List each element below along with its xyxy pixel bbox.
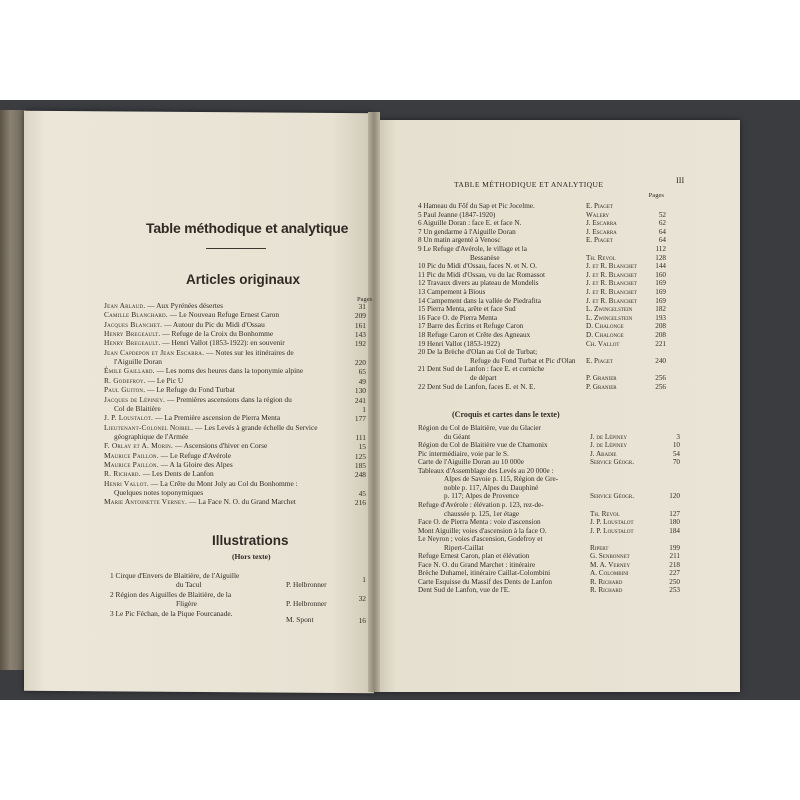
plate-title: 18 Refuge Caron et Crête des Agneaux xyxy=(418,331,531,339)
article-title: — Aux Pyrénées désertes xyxy=(145,301,223,310)
plate-author: J. Escarra xyxy=(586,219,617,228)
croquis-author: Service Géogr. xyxy=(590,458,635,467)
illustration-author: M. Spont xyxy=(286,615,314,624)
article-title: l'Aiguille Doran xyxy=(114,357,162,367)
plate-author: D. Chalonge xyxy=(586,322,624,331)
article-line xyxy=(104,377,183,385)
article-author: Maurice Paillon. xyxy=(104,459,159,469)
plate-title: Refuge du Fond Turbat et Pic d'Olan xyxy=(470,356,576,365)
article-page: 65 xyxy=(358,367,366,377)
plate-author: J. et R. Blanchet xyxy=(586,296,637,305)
plate-page: 64 xyxy=(658,227,666,236)
croquis-page: 180 xyxy=(669,518,680,527)
plate-page: 160 xyxy=(655,270,666,279)
plate-page: 193 xyxy=(655,313,666,322)
plate-title: 15 Pierra Menta, arête et face Sud xyxy=(418,305,516,314)
article-author: Lieutenant-Colonel Noirel. xyxy=(104,422,194,432)
right-pages-label: Pages xyxy=(648,192,664,199)
croquis-page: 218 xyxy=(669,560,680,569)
article-author: Jacques de Lépiney. xyxy=(104,394,166,404)
article-title: — Le Pic U xyxy=(145,375,184,385)
article-line xyxy=(104,470,214,478)
illustration-author: P. Helbronner xyxy=(286,599,327,608)
plate-page: 240 xyxy=(655,356,666,365)
croquis-title: p. 117; Alpes de Provence xyxy=(444,492,519,501)
running-head: TABLE MÉTHODIQUE ET ANALYTIQUE xyxy=(454,180,604,189)
plate-title: 19 Henri Vallot (1853-1922) xyxy=(418,339,500,348)
article-author: Marie Antoinette Verney. xyxy=(104,497,188,507)
article-page: 1 xyxy=(362,404,366,414)
plate-author: E. Piaget xyxy=(586,356,613,365)
article-page: 111 xyxy=(355,432,366,442)
plate-title: 4 Hameau du Fôf du Sap et Pic Jocelme. xyxy=(418,202,535,210)
croquis-page: 70 xyxy=(672,458,680,467)
croquis-page: 3 xyxy=(676,432,680,441)
plate-author: J. et R. Blanchet xyxy=(586,270,637,279)
croquis-title: Le Neyron ; voies d'ascension, Godefroy et xyxy=(418,535,543,544)
plate-title: 17 Barre des Écrins et Refuge Caron xyxy=(418,322,524,331)
article-page: 15 xyxy=(358,442,366,452)
plate-page: 221 xyxy=(655,339,666,348)
croquis-author: J. Abadie xyxy=(590,449,617,458)
plate-title: Bessanèse xyxy=(470,253,500,262)
article-title: — Ascensions d'hiver en Corse xyxy=(172,441,268,451)
croquis-title: Tableaux d'Assemblage des Levés au 20 000e : xyxy=(418,466,554,475)
article-page: 216 xyxy=(354,498,366,508)
illustration-title-cont: du Tacul xyxy=(176,580,202,589)
article-page: 49 xyxy=(358,376,366,386)
croquis-author: Ripert xyxy=(590,543,609,552)
croquis-title: chaussée p. 125, 1er étage xyxy=(444,509,520,518)
croquis-author: A. Colombini xyxy=(590,569,629,578)
croquis-title: Ripert-Caillat xyxy=(444,543,484,552)
croquis-page: 227 xyxy=(669,569,680,578)
plate-author: J. Escarra xyxy=(586,227,617,236)
plate-author: J. et R. Blanchet xyxy=(586,279,637,288)
illustration-author: P. Helbronner xyxy=(286,580,327,589)
illustration-page: 32 xyxy=(358,594,366,603)
croquis-title: Face N. O. du Grand Marchet : itinéraire xyxy=(418,560,536,569)
article-author: J. P. Loustalot. xyxy=(104,413,154,423)
plate-page: 52 xyxy=(658,210,666,219)
illustration-title: 3 Le Pic Féchan, de la Pique Fourcanade. xyxy=(110,609,233,618)
page-number: III xyxy=(676,176,685,185)
croquis-title: Brèche Duhamel, itinéraire Caillat-Colombini xyxy=(418,569,551,578)
plate-title: 5 Paul Jeanne (1847-1920) xyxy=(418,210,496,219)
article-line xyxy=(104,302,223,310)
croquis-page: 54 xyxy=(672,449,680,458)
article-title: — A la Gloire des Alpes xyxy=(158,459,233,469)
article-page: 248 xyxy=(354,470,366,480)
plate-title: 8 Un matin argenté à Venosc xyxy=(418,236,501,245)
illustration-page: 16 xyxy=(358,616,366,625)
article-page: 143 xyxy=(354,330,366,340)
croquis-author: R. Richard xyxy=(590,586,623,595)
illustration-title-cont: Fligère xyxy=(176,599,197,608)
croquis-author: J. P. Loustalot xyxy=(590,518,634,527)
article-page: 241 xyxy=(354,395,366,405)
plate-author: E. Piaget xyxy=(586,202,613,210)
article-page: 130 xyxy=(354,386,366,396)
article-author: Émile Gaillard. xyxy=(104,366,155,376)
croquis-author: M. A. Verney xyxy=(590,560,631,569)
croquis-page: 127 xyxy=(669,509,680,518)
plate-author: J. et R. Blanchet xyxy=(586,288,637,296)
plate-title: 13 Campement à Bious xyxy=(418,288,486,296)
article-title: — La Face N. O. du Grand Marchet xyxy=(187,497,296,507)
article-author: Henri Vallot. xyxy=(104,478,149,488)
plate-author: E. Piaget xyxy=(586,236,613,245)
plate-author: J. et R. Blanchet xyxy=(586,262,637,271)
croquis-author: J. de Lépiney xyxy=(590,441,628,450)
article-title: géographique de l'Armée xyxy=(114,431,189,441)
article-line xyxy=(104,339,285,347)
plate-page: 256 xyxy=(655,374,666,382)
plate-title: 22 Dent Sud de Lanfon, faces E. et N. E. xyxy=(418,382,536,391)
plate-page: 169 xyxy=(655,279,666,288)
article-title: — Les Levés à grande échelle du Service xyxy=(193,422,318,432)
articles-heading: Articles originaux xyxy=(186,272,301,287)
article-line xyxy=(104,321,265,329)
pages-label: Pages xyxy=(357,296,373,303)
plate-author: Walery xyxy=(586,210,610,219)
croquis-author: J. P. Loustalot xyxy=(590,526,634,535)
croquis-title: Carte Esquisse du Massif des Dents de Lanfon xyxy=(418,577,552,586)
plate-page: 169 xyxy=(655,296,666,305)
article-author: F. Orlay et A. Morin. xyxy=(104,441,173,451)
croquis-title: Dent Sud de Lanfon, vue de l'E. xyxy=(418,586,510,595)
croquis-author: Service Géogr. xyxy=(590,492,635,501)
plate-title: 6 Aiguille Doran : face E. et face N. xyxy=(418,219,522,228)
plate-page: 128 xyxy=(655,253,666,262)
article-title: — Les noms des heures dans la toponymie alpine xyxy=(154,366,304,376)
croquis-page: 10 xyxy=(672,441,680,450)
article-author: Henry Bregeault. xyxy=(104,338,161,348)
article-author: R. Richard. xyxy=(104,469,141,479)
article-author: Maurice Paillon. xyxy=(104,450,159,460)
croquis-page: 184 xyxy=(669,526,680,535)
croquis-title: noble p. 117, Alpes du Dauphiné xyxy=(444,483,539,492)
article-page: 192 xyxy=(354,339,366,349)
plate-title: 14 Campement dans la vallée de Piedrafita xyxy=(418,296,541,305)
article-author: Jean Arlaud. xyxy=(104,301,146,310)
plate-author: P. Granier xyxy=(586,374,617,382)
page-title: Table méthodique et analytique xyxy=(146,220,349,236)
plate-author: L. Zwingelstein xyxy=(586,305,633,314)
article-title: — Notes sur les itinéraires de xyxy=(204,347,294,357)
croquis-page: 211 xyxy=(669,552,680,561)
hors-texte-label: (Hors texte) xyxy=(232,552,271,561)
plate-title: 20 De la Brèche d'Olan au Col de Turbat; xyxy=(418,348,538,357)
illustration-title: 1 Cirque d'Envers de Blaitière, de l'Aiguille xyxy=(110,571,240,580)
croquis-page: 253 xyxy=(669,586,680,595)
plate-author: D. Chalonge xyxy=(586,331,624,339)
plate-title: 16 Face O. de Pierra Menta xyxy=(418,313,498,322)
article-line xyxy=(104,311,279,319)
article-page: 220 xyxy=(354,358,366,368)
plate-title: 10 Pic du Midi d'Ossau, faces N. et N. O. xyxy=(418,262,537,271)
article-line xyxy=(104,414,280,422)
article-title: — Le Refuge d'Avérole xyxy=(158,450,231,460)
plate-page: 182 xyxy=(655,305,666,314)
article-line xyxy=(104,452,231,460)
article-author: Paul Guiton. xyxy=(104,385,146,395)
croquis-title: Région du Col de Blaitière vue de Chamonix xyxy=(418,441,548,450)
article-title: — Les Dents de Lanfon xyxy=(140,469,214,479)
croquis-title: Alpes de Savoie p. 115, Région de Gre- xyxy=(444,475,559,484)
illustration-title: 2 Région des Aiguilles de Blaitière, de la xyxy=(110,590,232,599)
plate-title: 7 Un gendarme à l'Aiguille Doran xyxy=(418,227,516,236)
article-line xyxy=(104,396,292,404)
croquis-title: Région du Col de Blaitière, vue du Glacier xyxy=(418,424,541,432)
article-line xyxy=(104,498,296,506)
article-page: 31 xyxy=(358,302,366,311)
article-author: R. Godefroy. xyxy=(104,375,146,385)
article-title: — Refuge de la Croix du Bonhomme xyxy=(160,329,274,339)
book-cover-edge xyxy=(0,110,26,670)
article-title: — Autour du Pic du Midi d'Ossau xyxy=(162,319,265,329)
croquis-page: 250 xyxy=(669,577,680,586)
article-author: Jacques Blanchet. xyxy=(104,319,163,329)
croquis-title: Pic intermédiaire, voie par le S. xyxy=(418,449,509,458)
plate-page: 144 xyxy=(655,262,666,271)
plate-page: 169 xyxy=(655,288,666,296)
plate-title: 11 Pic du Midi d'Ossau, vu du lac Romassot xyxy=(418,270,546,279)
article-page: 177 xyxy=(354,414,366,424)
croquis-page: 120 xyxy=(669,492,680,501)
croquis-author: J. de Lépiney xyxy=(590,432,628,441)
article-page: 185 xyxy=(354,460,366,470)
plate-author: Th. Revol xyxy=(586,253,616,262)
plate-author: L. Zwingelstein xyxy=(586,313,633,322)
croquis-page: 199 xyxy=(669,543,680,552)
plate-title: 21 Dent Sud de Lanfon : face E. et corniche xyxy=(418,365,545,374)
illustration-page: 1 xyxy=(362,575,366,584)
croquis-title: Carte de l'Aiguille Doran au 10 000e xyxy=(418,458,524,467)
plate-page: 112 xyxy=(655,245,666,253)
plate-page: 256 xyxy=(655,382,666,391)
article-line xyxy=(114,405,161,413)
croquis-title: Refuge d'Avérole : élévation p. 123, rez-de- xyxy=(418,500,544,509)
croquis-title: Mont Aiguille; voies d'ascension à la face O. xyxy=(418,526,547,535)
article-line xyxy=(104,424,318,432)
article-author: Camille Blanchard. xyxy=(104,310,168,320)
croquis-author: Th. Revol xyxy=(590,509,620,518)
plate-page: 62 xyxy=(658,219,666,228)
article-line xyxy=(104,349,294,357)
croquis-author: G. Senbonnet xyxy=(590,552,630,561)
article-line xyxy=(104,442,267,450)
article-line xyxy=(104,461,233,469)
plate-page: 208 xyxy=(655,331,666,339)
plate-page: 64 xyxy=(658,236,666,245)
article-line xyxy=(104,386,235,394)
article-line xyxy=(104,330,273,338)
croquis-title: Refuge Ernest Caron, plan et élévation xyxy=(418,552,530,561)
plate-author: Ch. Vallot xyxy=(586,339,620,348)
article-title: — Le Nouveau Refuge Ernest Caron xyxy=(167,310,280,320)
book-gutter xyxy=(368,112,380,692)
croquis-title: du Géant xyxy=(444,432,471,441)
article-line xyxy=(104,480,298,488)
article-author: Henry Bregeault. xyxy=(104,329,161,339)
plate-title: 12 Travaux divers au plateau de Mondelis xyxy=(418,279,539,288)
article-title: — Henri Vallot (1853-1922): en souvenir xyxy=(160,338,285,348)
article-line xyxy=(114,489,203,497)
article-title: Quelques notes toponymiques xyxy=(114,488,204,497)
article-author: Jean Capdepon et Jean Escarra. xyxy=(104,347,205,357)
article-title: — Le Refuge du Fond Turbat xyxy=(145,385,235,395)
article-title: Col de Blaitière xyxy=(114,403,161,413)
croquis-author: R. Richard xyxy=(590,577,623,586)
article-line xyxy=(104,367,303,375)
croquis-heading: (Croquis et cartes dans le texte) xyxy=(452,410,560,419)
article-page: 125 xyxy=(354,451,366,461)
plate-author: P. Granier xyxy=(586,382,617,391)
plate-title: de départ xyxy=(470,374,497,382)
article-title: — La Crête du Mont Joly au Col du Bonhomme : xyxy=(148,478,298,488)
croquis-title: Face O. de Pierra Menta : voie d'ascension xyxy=(418,518,541,527)
article-title: — La Première ascension de Pierra Menta xyxy=(153,413,281,423)
article-page: 209 xyxy=(354,311,366,321)
illustrations-heading: Illustrations xyxy=(212,533,289,548)
article-title: — Premières ascensions dans la région du xyxy=(165,394,292,404)
plate-page: 208 xyxy=(655,322,666,331)
article-page: 45 xyxy=(358,489,366,498)
article-line xyxy=(114,433,188,441)
article-page: 161 xyxy=(354,320,366,330)
plate-title: 9 Le Refuge d'Avérole, le village et la xyxy=(418,245,527,253)
title-rule xyxy=(206,248,266,249)
